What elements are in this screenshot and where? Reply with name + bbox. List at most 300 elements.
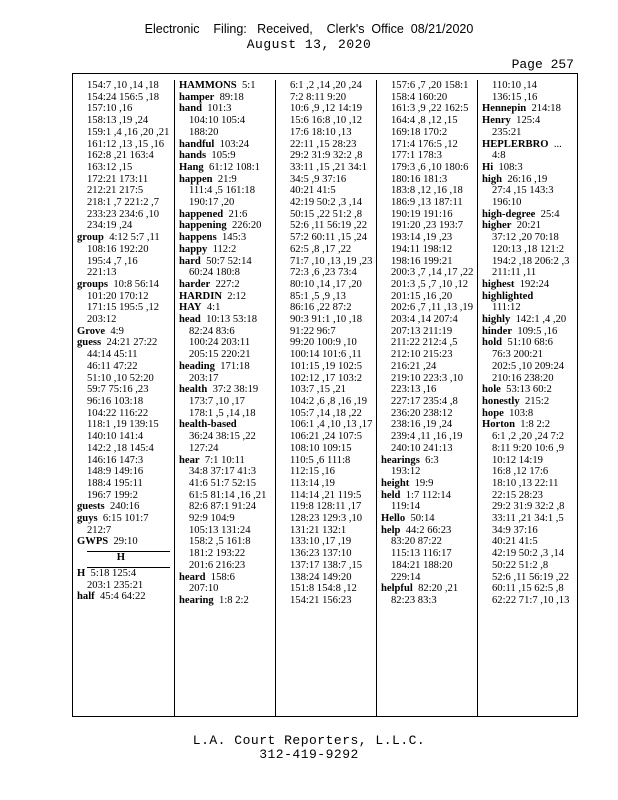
page-line-refs: 105:7 ,14 ,18 ,22 bbox=[290, 407, 362, 419]
page-line-refs: 183:8 ,12 ,16 ,18 bbox=[391, 185, 463, 197]
page-line-refs: 131:21 132:1 bbox=[290, 524, 347, 536]
index-entry-continuation bbox=[276, 256, 376, 268]
page-line-refs: 42:19 50:2 ,3 ,14 bbox=[492, 548, 565, 560]
transcript-date: August 13, 2020 bbox=[246, 37, 372, 52]
page-line-refs: 195:4 ,7 ,16 bbox=[87, 255, 138, 267]
page-line-refs: 104:2 ,6 ,8 ,16 ,19 bbox=[290, 395, 368, 407]
page-line-refs: 62:22 71:7 ,10 ,13 bbox=[492, 594, 570, 606]
index-entry-continuation bbox=[478, 197, 578, 209]
page-line-refs: 51:10 ,10 52:20 bbox=[87, 372, 154, 384]
index-term: hamper bbox=[179, 91, 215, 103]
index-entry-continuation bbox=[276, 291, 376, 303]
page-line-refs: 203:12 bbox=[87, 314, 117, 326]
page-line-refs: 161:12 ,13 ,15 ,16 bbox=[87, 138, 165, 150]
index-entry-continuation bbox=[175, 525, 275, 537]
page-line-refs: 112:2 bbox=[212, 243, 237, 255]
page-line-refs: 215:2 bbox=[524, 395, 550, 407]
index-entry bbox=[377, 455, 477, 467]
page-line-refs: 188:20 bbox=[189, 126, 219, 138]
index-entry-continuation bbox=[276, 115, 376, 127]
page-line-refs: 10:6 ,9 ,12 14:19 bbox=[290, 103, 363, 115]
page-line-refs: 125:4 bbox=[516, 115, 541, 127]
page-line-refs: 163:12 ,15 bbox=[87, 161, 133, 173]
page-line-refs: 212:10 215:23 bbox=[391, 349, 453, 361]
page-line-refs: 62:5 ,8 ,17 ,22 bbox=[290, 243, 352, 255]
index-entry-continuation bbox=[175, 197, 275, 209]
index-entry-continuation bbox=[73, 349, 174, 361]
page-line-refs: 27:4 ,15 143:3 bbox=[492, 185, 554, 197]
index-entry-continuation bbox=[276, 127, 376, 139]
index-entry-continuation bbox=[73, 525, 174, 537]
page-line-refs: 1:7 112:14 bbox=[405, 489, 451, 501]
index-entry-continuation bbox=[175, 349, 275, 361]
page-line-refs: 83:20 87:22 bbox=[391, 536, 442, 548]
index-entry-continuation bbox=[276, 548, 376, 560]
index-entry-continuation bbox=[276, 139, 376, 151]
index-entry-continuation bbox=[276, 361, 376, 373]
index-entry-continuation bbox=[73, 466, 174, 478]
index-entry bbox=[73, 568, 174, 580]
index-entry-continuation bbox=[276, 490, 376, 502]
index-entry-continuation bbox=[175, 408, 275, 420]
page-line-refs: 151:8 154:8 ,12 bbox=[290, 583, 357, 595]
page-line-refs: 219:10 223:3 ,10 bbox=[391, 372, 464, 384]
index-column-4 bbox=[376, 80, 477, 716]
page-line-refs: 120:13 ,18 121:2 bbox=[492, 243, 565, 255]
index-term: hinder bbox=[482, 325, 513, 337]
page-line-refs: 154:21 156:23 bbox=[290, 594, 352, 606]
page-line-refs: 10:12 14:19 bbox=[492, 454, 543, 466]
index-entry-continuation bbox=[276, 373, 376, 385]
page-line-refs: 34:5 ,9 37:16 bbox=[290, 173, 347, 185]
index-term: health bbox=[179, 384, 208, 396]
index-entry-continuation bbox=[377, 80, 477, 92]
page-line-refs: 113:14 ,19 bbox=[290, 477, 335, 489]
page-line-refs: 128:23 129:3 ,10 bbox=[290, 513, 363, 525]
index-term: hole bbox=[482, 384, 501, 396]
page-line-refs: 52:6 ,11 56:19 ,22 bbox=[290, 220, 368, 232]
index-entry-continuation bbox=[73, 220, 174, 232]
index-entry bbox=[478, 139, 578, 151]
index-entry bbox=[175, 572, 275, 584]
index-entry-continuation bbox=[478, 583, 578, 595]
index-entry-continuation bbox=[377, 408, 477, 420]
index-entry-continuation bbox=[276, 326, 376, 338]
page-line-refs: 239:4 ,11 ,16 ,19 bbox=[391, 431, 463, 443]
page-line-refs: 80:10 ,14 ,17 ,20 bbox=[290, 278, 362, 290]
page-line-refs: 234:19 ,24 bbox=[87, 220, 133, 232]
index-entry bbox=[377, 583, 477, 595]
index-term: hand bbox=[179, 103, 202, 115]
index-entry-continuation bbox=[73, 150, 174, 162]
index-entry bbox=[478, 337, 578, 349]
index-entry bbox=[73, 536, 174, 548]
page-line-refs: 17:6 18:10 ,13 bbox=[290, 126, 352, 138]
index-term: guys bbox=[77, 513, 98, 525]
index-entry-continuation bbox=[377, 373, 477, 385]
index-entry bbox=[377, 513, 477, 525]
page-line-refs: 226:20 bbox=[232, 220, 262, 232]
index-entry-continuation bbox=[478, 501, 578, 513]
page-line-refs: 60:24 180:8 bbox=[189, 267, 240, 279]
index-entry bbox=[478, 419, 578, 431]
page-line-refs: 18:10 ,13 22:11 bbox=[492, 477, 559, 489]
page-line-refs: 137:17 138:7 ,15 bbox=[290, 559, 363, 571]
page-line-refs: 171:4 176:5 ,12 bbox=[391, 138, 458, 150]
index-entry bbox=[73, 337, 174, 349]
index-entry-continuation bbox=[175, 583, 275, 595]
page-line-refs: 196:7 199:2 bbox=[87, 489, 138, 501]
page-line-refs: 57:2 60:11 ,15 ,24 bbox=[290, 232, 368, 244]
index-entry-continuation bbox=[73, 314, 174, 326]
index-entry-continuation bbox=[175, 490, 275, 502]
index-entry-continuation bbox=[276, 431, 376, 443]
index-entry-continuation bbox=[377, 103, 477, 115]
index-entry-continuation bbox=[73, 127, 174, 139]
page-line-refs: 111:12 bbox=[492, 302, 521, 314]
page-line-refs: 6:1 ,2 ,14 ,20 ,24 bbox=[290, 80, 362, 91]
page-line-refs: 240:10 241:13 bbox=[391, 442, 453, 454]
index-entry-continuation bbox=[377, 92, 477, 104]
index-entry-continuation bbox=[73, 419, 174, 431]
page-line-refs: 86:16 ,22 87:2 bbox=[290, 302, 352, 314]
index-term: happens bbox=[179, 232, 217, 244]
index-entry-continuation bbox=[478, 513, 578, 525]
index-entry bbox=[478, 384, 578, 396]
page-line-refs: 171:15 195:5 ,12 bbox=[87, 302, 160, 314]
page-line-refs: 61:12 108:1 bbox=[209, 161, 260, 173]
index-entry-continuation bbox=[478, 455, 578, 467]
index-entry-continuation bbox=[175, 396, 275, 408]
page-line-refs: 227:17 235:4 ,8 bbox=[391, 395, 458, 407]
index-entry-continuation bbox=[175, 127, 275, 139]
index-entry-continuation bbox=[377, 162, 477, 174]
index-entry-continuation bbox=[377, 232, 477, 244]
index-entry-continuation bbox=[175, 466, 275, 478]
index-entry-continuation bbox=[276, 162, 376, 174]
index-entry-continuation bbox=[73, 209, 174, 221]
index-entry-continuation bbox=[175, 513, 275, 525]
page-line-refs: 91:22 96:7 bbox=[290, 325, 336, 337]
index-entry bbox=[175, 232, 275, 244]
index-entry-continuation bbox=[377, 361, 477, 373]
index-entry-continuation bbox=[478, 572, 578, 584]
index-entry-continuation bbox=[276, 197, 376, 209]
index-entry bbox=[73, 232, 174, 244]
index-term: highlighted bbox=[482, 290, 534, 302]
page-line-refs: 19:9 bbox=[414, 477, 434, 489]
index-entry bbox=[175, 279, 275, 291]
page-line-refs: 172:21 173:11 bbox=[87, 173, 149, 185]
index-entry-continuation bbox=[276, 595, 376, 607]
page-line-refs: 104:10 105:4 bbox=[189, 115, 246, 127]
page-line-refs: 29:2 31:9 32:2 ,8 bbox=[492, 501, 565, 513]
page-line-refs: 96:16 103:18 bbox=[87, 395, 144, 407]
index-column-5 bbox=[477, 80, 578, 716]
index-entry-continuation bbox=[73, 197, 174, 209]
index-term: happen bbox=[179, 173, 213, 185]
index-term: Grove bbox=[77, 325, 106, 337]
page-line-refs: 178:1 ,5 ,14 ,18 bbox=[189, 407, 256, 419]
page-line-refs: 33:11 ,21 34:1 ,5 bbox=[492, 513, 564, 525]
page-line-refs: 158:13 ,19 ,24 bbox=[87, 115, 149, 127]
page-line-refs: ... bbox=[553, 138, 562, 150]
index-entry-continuation bbox=[276, 209, 376, 221]
page-line-refs: 207:10 bbox=[189, 583, 219, 595]
page-line-refs: 202:6 ,7 ,11 ,13 ,19 bbox=[391, 302, 474, 314]
page-line-refs: 4:8 bbox=[492, 150, 506, 162]
page-line-refs: 85:1 ,5 ,9 ,13 bbox=[290, 290, 346, 302]
index-entry-continuation bbox=[377, 501, 477, 513]
index-entry bbox=[478, 174, 578, 186]
page-line-refs: 82:24 83:6 bbox=[189, 325, 235, 337]
page-line-refs: 45:4 64:22 bbox=[99, 591, 146, 603]
index-term: hear bbox=[179, 454, 200, 466]
page-line-refs: 44:14 45:11 bbox=[87, 349, 138, 361]
index-entry-continuation bbox=[73, 580, 174, 592]
index-term: highly bbox=[482, 314, 511, 326]
page-line-refs: 2:12 bbox=[227, 290, 247, 302]
index-entry-continuation bbox=[478, 560, 578, 572]
index-entry-continuation bbox=[377, 244, 477, 256]
index-term: happened bbox=[179, 208, 224, 220]
index-entry bbox=[175, 244, 275, 256]
page-line-refs: 158:4 160:20 bbox=[391, 91, 448, 103]
page-line-refs: 46:11 47:22 bbox=[87, 360, 138, 372]
page-line-refs: 238:16 ,19 ,24 bbox=[391, 419, 453, 431]
index-term: GWPS bbox=[77, 536, 109, 548]
page-line-refs: 223:13 ,16 bbox=[391, 384, 437, 396]
page-line-refs: 106:1 ,4 ,10 ,13 ,17 bbox=[290, 419, 373, 431]
index-entry bbox=[478, 103, 578, 115]
index-entry-continuation bbox=[478, 150, 578, 162]
index-entry bbox=[478, 209, 578, 221]
index-entry bbox=[175, 92, 275, 104]
index-entry-continuation bbox=[478, 127, 578, 139]
index-entry-continuation bbox=[73, 92, 174, 104]
page-line-refs: 42:19 50:2 ,3 ,14 bbox=[290, 197, 363, 209]
page-line-refs: 101:3 bbox=[207, 103, 232, 115]
index-entry-continuation bbox=[377, 396, 477, 408]
page-line-refs: 22:11 ,15 28:23 bbox=[290, 138, 357, 150]
page-line-refs: 10:8 56:14 bbox=[113, 278, 159, 290]
page-line-refs: 100:14 101:6 ,11 bbox=[290, 349, 362, 361]
page-line-refs: 106:21 ,24 107:5 bbox=[290, 431, 363, 443]
index-entry-continuation bbox=[377, 291, 477, 303]
index-term: HAY bbox=[179, 302, 202, 314]
index-term: harder bbox=[179, 278, 211, 290]
index-entry-continuation bbox=[73, 478, 174, 490]
index-entry bbox=[377, 525, 477, 537]
index-term: hearing bbox=[179, 594, 214, 606]
index-entry-continuation bbox=[73, 139, 174, 151]
index-entry bbox=[175, 174, 275, 186]
index-entry-continuation bbox=[377, 536, 477, 548]
page-line-refs: 16:8 ,12 17:6 bbox=[492, 466, 549, 478]
page-line-refs: 44:2 66:23 bbox=[405, 524, 452, 536]
index-entry-continuation bbox=[478, 525, 578, 537]
page-line-refs: 218:1 ,7 221:2 ,7 bbox=[87, 197, 160, 209]
page-line-refs: 191:20 ,23 193:7 bbox=[391, 220, 464, 232]
page-line-refs: 133:10 ,17 ,19 bbox=[290, 536, 352, 548]
page-line-refs: 50:14 bbox=[410, 513, 435, 525]
page-line-refs: 82:20 ,21 bbox=[418, 583, 459, 595]
index-entry-continuation bbox=[377, 256, 477, 268]
index-entry-continuation bbox=[377, 139, 477, 151]
page-line-refs: 111:4 ,5 161:18 bbox=[189, 185, 256, 197]
page-line-refs: 169:18 170:2 bbox=[391, 126, 448, 138]
page-line-refs: 33:11 ,15 ,21 34:1 bbox=[290, 161, 368, 173]
page-line-refs: 26:16 ,19 bbox=[507, 173, 548, 185]
index-entry-continuation bbox=[478, 466, 578, 478]
page-line-refs: 21:9 bbox=[217, 173, 237, 185]
index-entry-continuation bbox=[175, 373, 275, 385]
page-line-refs: 179:3 ,6 ,10 180:6 bbox=[391, 161, 469, 173]
page-line-refs: 82:6 87:1 91:24 bbox=[189, 501, 257, 513]
index-entry-continuation bbox=[175, 478, 275, 490]
page-line-refs: 6:15 101:7 bbox=[102, 513, 149, 525]
word-index-frame bbox=[72, 73, 578, 717]
index-entry-continuation bbox=[175, 560, 275, 572]
index-column-1 bbox=[73, 80, 174, 716]
index-entry-continuation bbox=[478, 478, 578, 490]
page-line-refs: 203:4 ,14 207:4 bbox=[391, 314, 458, 326]
page-line-refs: 119:8 128:11 ,17 bbox=[290, 501, 362, 513]
page-line-refs: 184:21 188:20 bbox=[391, 559, 453, 571]
page-line-refs: 203:1 235:21 bbox=[87, 579, 144, 591]
index-entry bbox=[478, 115, 578, 127]
page-line-refs: 201:15 ,16 ,20 bbox=[391, 290, 453, 302]
index-entry bbox=[478, 314, 578, 326]
index-entry-continuation bbox=[175, 536, 275, 548]
index-entry-continuation bbox=[73, 80, 174, 92]
page-line-refs: 173:7 ,10 ,17 bbox=[189, 395, 245, 407]
index-entry-continuation bbox=[276, 244, 376, 256]
page-line-refs: 159:1 ,4 ,16 ,20 ,21 bbox=[87, 126, 170, 138]
index-entry-continuation bbox=[175, 443, 275, 455]
page-line-refs: 5:18 125:4 bbox=[90, 567, 137, 579]
index-entry-continuation bbox=[377, 279, 477, 291]
page-line-refs: 164:4 ,8 ,12 ,15 bbox=[391, 115, 458, 127]
index-entry-continuation bbox=[73, 396, 174, 408]
index-entry-continuation bbox=[377, 209, 477, 221]
page-line-refs: 203:17 bbox=[189, 372, 219, 384]
page-line-refs: 76:3 200:21 bbox=[492, 349, 543, 361]
page-line-refs: 29:2 31:9 32:2 ,8 bbox=[290, 150, 363, 162]
index-entry-continuation bbox=[276, 349, 376, 361]
index-entry bbox=[73, 552, 174, 564]
page-line-refs: 154:24 156:5 ,18 bbox=[87, 91, 160, 103]
index-term: Hennepin bbox=[482, 103, 527, 115]
index-entry-continuation bbox=[478, 373, 578, 385]
index-entry-continuation bbox=[175, 267, 275, 279]
index-entry-continuation bbox=[276, 174, 376, 186]
index-term: H bbox=[77, 567, 86, 579]
page-line-refs: 236:20 238:12 bbox=[391, 407, 453, 419]
page-line-refs: 207:13 211:19 bbox=[391, 325, 453, 337]
page-line-refs: 34:8 37:17 41:3 bbox=[189, 466, 257, 478]
index-term: help bbox=[381, 524, 401, 536]
index-entry-continuation bbox=[73, 185, 174, 197]
index-entry-continuation bbox=[276, 536, 376, 548]
index-entry-continuation bbox=[276, 560, 376, 572]
index-entry-continuation bbox=[478, 431, 578, 443]
index-entry-continuation bbox=[276, 396, 376, 408]
index-entry-continuation bbox=[478, 302, 578, 314]
index-entry bbox=[175, 150, 275, 162]
page-line-refs: 227:2 bbox=[215, 278, 240, 290]
index-entry bbox=[478, 326, 578, 338]
index-entry-continuation bbox=[73, 291, 174, 303]
page-line-refs: 4:1 bbox=[206, 302, 221, 314]
index-entry-continuation bbox=[276, 232, 376, 244]
page-line-refs: 142:2 ,18 145:4 bbox=[87, 442, 154, 454]
page-line-refs: 110:10 ,14 bbox=[492, 80, 537, 91]
index-term: high bbox=[482, 173, 503, 185]
page-line-refs: 119:14 bbox=[391, 501, 421, 513]
index-term: heard bbox=[179, 571, 206, 583]
page-line-refs: 60:11 ,15 62:5 ,8 bbox=[492, 583, 564, 595]
page-line-refs: 193:12 bbox=[391, 466, 421, 478]
index-entry-continuation bbox=[377, 443, 477, 455]
index-entry-continuation bbox=[175, 337, 275, 349]
index-term: hard bbox=[179, 255, 201, 267]
page-line-refs: 112:15 ,16 bbox=[290, 466, 335, 478]
page-line-refs: 140:10 141:4 bbox=[87, 431, 144, 443]
index-entry bbox=[175, 314, 275, 326]
page-line-refs: 181:2 193:22 bbox=[189, 548, 246, 560]
page-line-refs: 24:21 27:22 bbox=[106, 337, 158, 349]
index-entry-continuation bbox=[276, 185, 376, 197]
index-entry-continuation bbox=[377, 174, 477, 186]
page-line-refs: 4:9 bbox=[110, 325, 124, 337]
index-term: height bbox=[381, 477, 410, 489]
index-entry-continuation bbox=[276, 408, 376, 420]
index-entry-continuation bbox=[478, 361, 578, 373]
page-line-refs: 10:13 53:18 bbox=[206, 314, 258, 326]
index-entry-continuation bbox=[276, 267, 376, 279]
index-entry-continuation bbox=[478, 80, 578, 92]
index-entry bbox=[377, 490, 477, 502]
page-line-refs: 1:8 2:2 bbox=[520, 419, 550, 431]
index-term: Hi bbox=[482, 161, 494, 173]
page-line-refs: 108:10 109:15 bbox=[290, 442, 352, 454]
page-line-refs: 110:5 ,6 111:8 bbox=[290, 454, 351, 466]
page-line-refs: 205:15 220:21 bbox=[189, 349, 251, 361]
page-line-refs: 193:14 ,19 ,23 bbox=[391, 232, 453, 244]
index-entry bbox=[175, 595, 275, 607]
index-term: Hang bbox=[179, 161, 204, 173]
index-entry-continuation bbox=[377, 115, 477, 127]
page-line-refs: 101:20 170:12 bbox=[87, 290, 149, 302]
index-entry-continuation bbox=[276, 384, 376, 396]
page-line-refs: 212:7 bbox=[87, 524, 112, 536]
index-entry-continuation bbox=[73, 490, 174, 502]
index-entry-continuation bbox=[478, 256, 578, 268]
index-entry-continuation bbox=[73, 115, 174, 127]
index-term: heading bbox=[179, 360, 215, 372]
index-entry-continuation bbox=[73, 162, 174, 174]
index-term: honestly bbox=[482, 395, 520, 407]
index-entry-continuation bbox=[276, 337, 376, 349]
page-line-refs: 229:14 bbox=[391, 571, 421, 583]
index-term: high-degree bbox=[482, 208, 536, 220]
page-line-refs: 114:14 ,21 119:5 bbox=[290, 489, 362, 501]
page-line-refs: 82:23 83:3 bbox=[391, 594, 437, 606]
index-entry-continuation bbox=[276, 466, 376, 478]
index-entry bbox=[175, 256, 275, 268]
index-entry-continuation bbox=[276, 419, 376, 431]
